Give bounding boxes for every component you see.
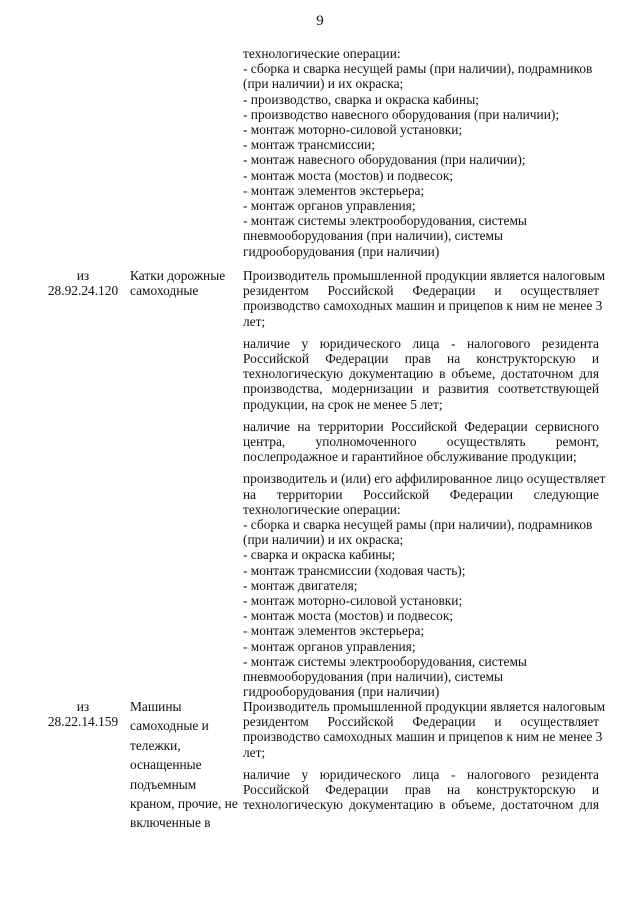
product-name-line: самоходные (130, 283, 199, 299)
code-prefix: из (76, 268, 90, 283)
req-line: Производитель промышленной продукции является налоговым (243, 268, 606, 283)
req-line: пневмооборудования (при наличии), системы (243, 669, 503, 685)
product-name-line: включенные в (130, 815, 211, 831)
okpd-code: 28.92.24.120 (47, 283, 119, 299)
okpd-code-cell (40, 268, 126, 298)
req-line: производства, модернизации и развития соответствующей (243, 381, 599, 397)
req-line: (при наличии) и их окраска; (243, 532, 404, 548)
req-line: - монтаж моторно-силовой установки; (243, 593, 463, 609)
req-line: гидрооборудования (при наличии) (243, 684, 440, 700)
code-prefix: из (76, 699, 90, 714)
req-line: продукции, на срок не менее 5 лет; (243, 396, 443, 412)
product-name-line: краном, прочие, не (130, 796, 238, 812)
product-name-line: оснащенные (130, 757, 202, 773)
req-line: технологическую документацию в объеме, достаточном для (243, 366, 599, 382)
req-line: послепродажное и гарантийное обслуживание продукции; (243, 449, 577, 465)
req-line: наличие на территории Российской Федерации сервисного (243, 418, 599, 434)
requirement-paragraph (243, 419, 599, 465)
requirement-paragraph (243, 268, 606, 329)
req-line: - монтаж навесного оборудования (при наличии); (243, 152, 526, 168)
req-line: центра, уполномоченного осуществлять ремонт, (243, 434, 599, 450)
req-line: Российской Федерации прав на конструкторскую и (243, 782, 599, 798)
req-line: - монтаж моста (мостов) и подвесок; (243, 608, 454, 624)
product-name-line: Машины (130, 699, 182, 714)
req-line: наличие у юридического лица - налогового резидента (243, 766, 599, 782)
requirement-paragraph (243, 699, 606, 760)
req-line: - монтаж двигателя; (243, 577, 358, 593)
req-line: - монтаж органов управления; (243, 198, 416, 214)
requirement-paragraph (243, 336, 599, 412)
req-line: производство самоходных машин и прицепов к ним не менее 3 (243, 298, 603, 314)
req-line: - сварка и окраска кабины; (243, 547, 396, 563)
requirement-paragraph (243, 767, 599, 813)
req-line: производитель и (или) его аффилированное лицо осуществляет (243, 471, 606, 487)
req-line: - сборка и сварка несущей рамы (при наличии), подрамников (243, 61, 593, 77)
req-line: лет; (243, 313, 266, 329)
req-line: - монтаж трансмиссии; (243, 137, 376, 153)
req-line: - сборка и сварка несущей рамы (при наличии), подрамников (243, 517, 593, 533)
req-line: лет; (243, 744, 266, 760)
req-line: - монтаж системы электрооборудования, системы (243, 653, 527, 669)
requirements-cell (243, 268, 606, 700)
req-line: на территории Российской Федерации следующие (243, 486, 599, 502)
product-name-line: самоходные и (130, 718, 209, 734)
req-line: - монтаж органов управления; (243, 638, 416, 654)
product-name-line: Катки дорожные (130, 268, 226, 283)
req-line: резидентом Российской Федерации и осуществляет (243, 283, 599, 299)
req-line: - производство навесного оборудования (при наличии); (243, 106, 560, 122)
req-line: - монтаж трансмиссии (ходовая часть); (243, 562, 466, 578)
req-line: технологическую документацию в объеме, достаточном для (243, 797, 599, 813)
req-line: резидентом Российской Федерации и осуществляет (243, 714, 599, 730)
req-line: Российской Федерации прав на конструкторскую и (243, 351, 599, 367)
product-name-line: подъемным (130, 776, 197, 792)
okpd-code-cell (40, 699, 126, 729)
req-line: - монтаж системы электрооборудования, системы (243, 213, 527, 229)
requirement-paragraph (243, 471, 606, 700)
requirements-cell (243, 699, 606, 813)
req-line: технологические операции: (243, 46, 401, 61)
req-line: - производство, сварка и окраска кабины; (243, 91, 479, 107)
req-line: - монтаж моторно-силовой установки; (243, 122, 463, 138)
okpd-code: 28.22.14.159 (47, 714, 119, 730)
req-line: наличие у юридического лица - налогового резидента (243, 335, 599, 351)
req-line: технологические операции: (243, 501, 401, 517)
product-name-cell (130, 697, 238, 833)
req-line: производство самоходных машин и прицепов к ним не менее 3 (243, 729, 603, 745)
product-name-line: тележки, (130, 737, 181, 753)
page-number: 9 (316, 13, 324, 29)
req-line: (при наличии) и их окраска; (243, 76, 404, 92)
req-line: - монтаж моста (мостов) и подвесок; (243, 167, 454, 183)
product-name-cell (130, 268, 238, 298)
req-line: Производитель промышленной продукции является налоговым (243, 699, 606, 714)
requirements-continuation (243, 46, 599, 259)
req-line: гидрооборудования (при наличии) (243, 243, 440, 259)
req-line: - монтаж элементов экстерьера; (243, 182, 425, 198)
req-line: - монтаж элементов экстерьера; (243, 623, 425, 639)
req-line: пневмооборудования (при наличии), системы (243, 228, 503, 244)
